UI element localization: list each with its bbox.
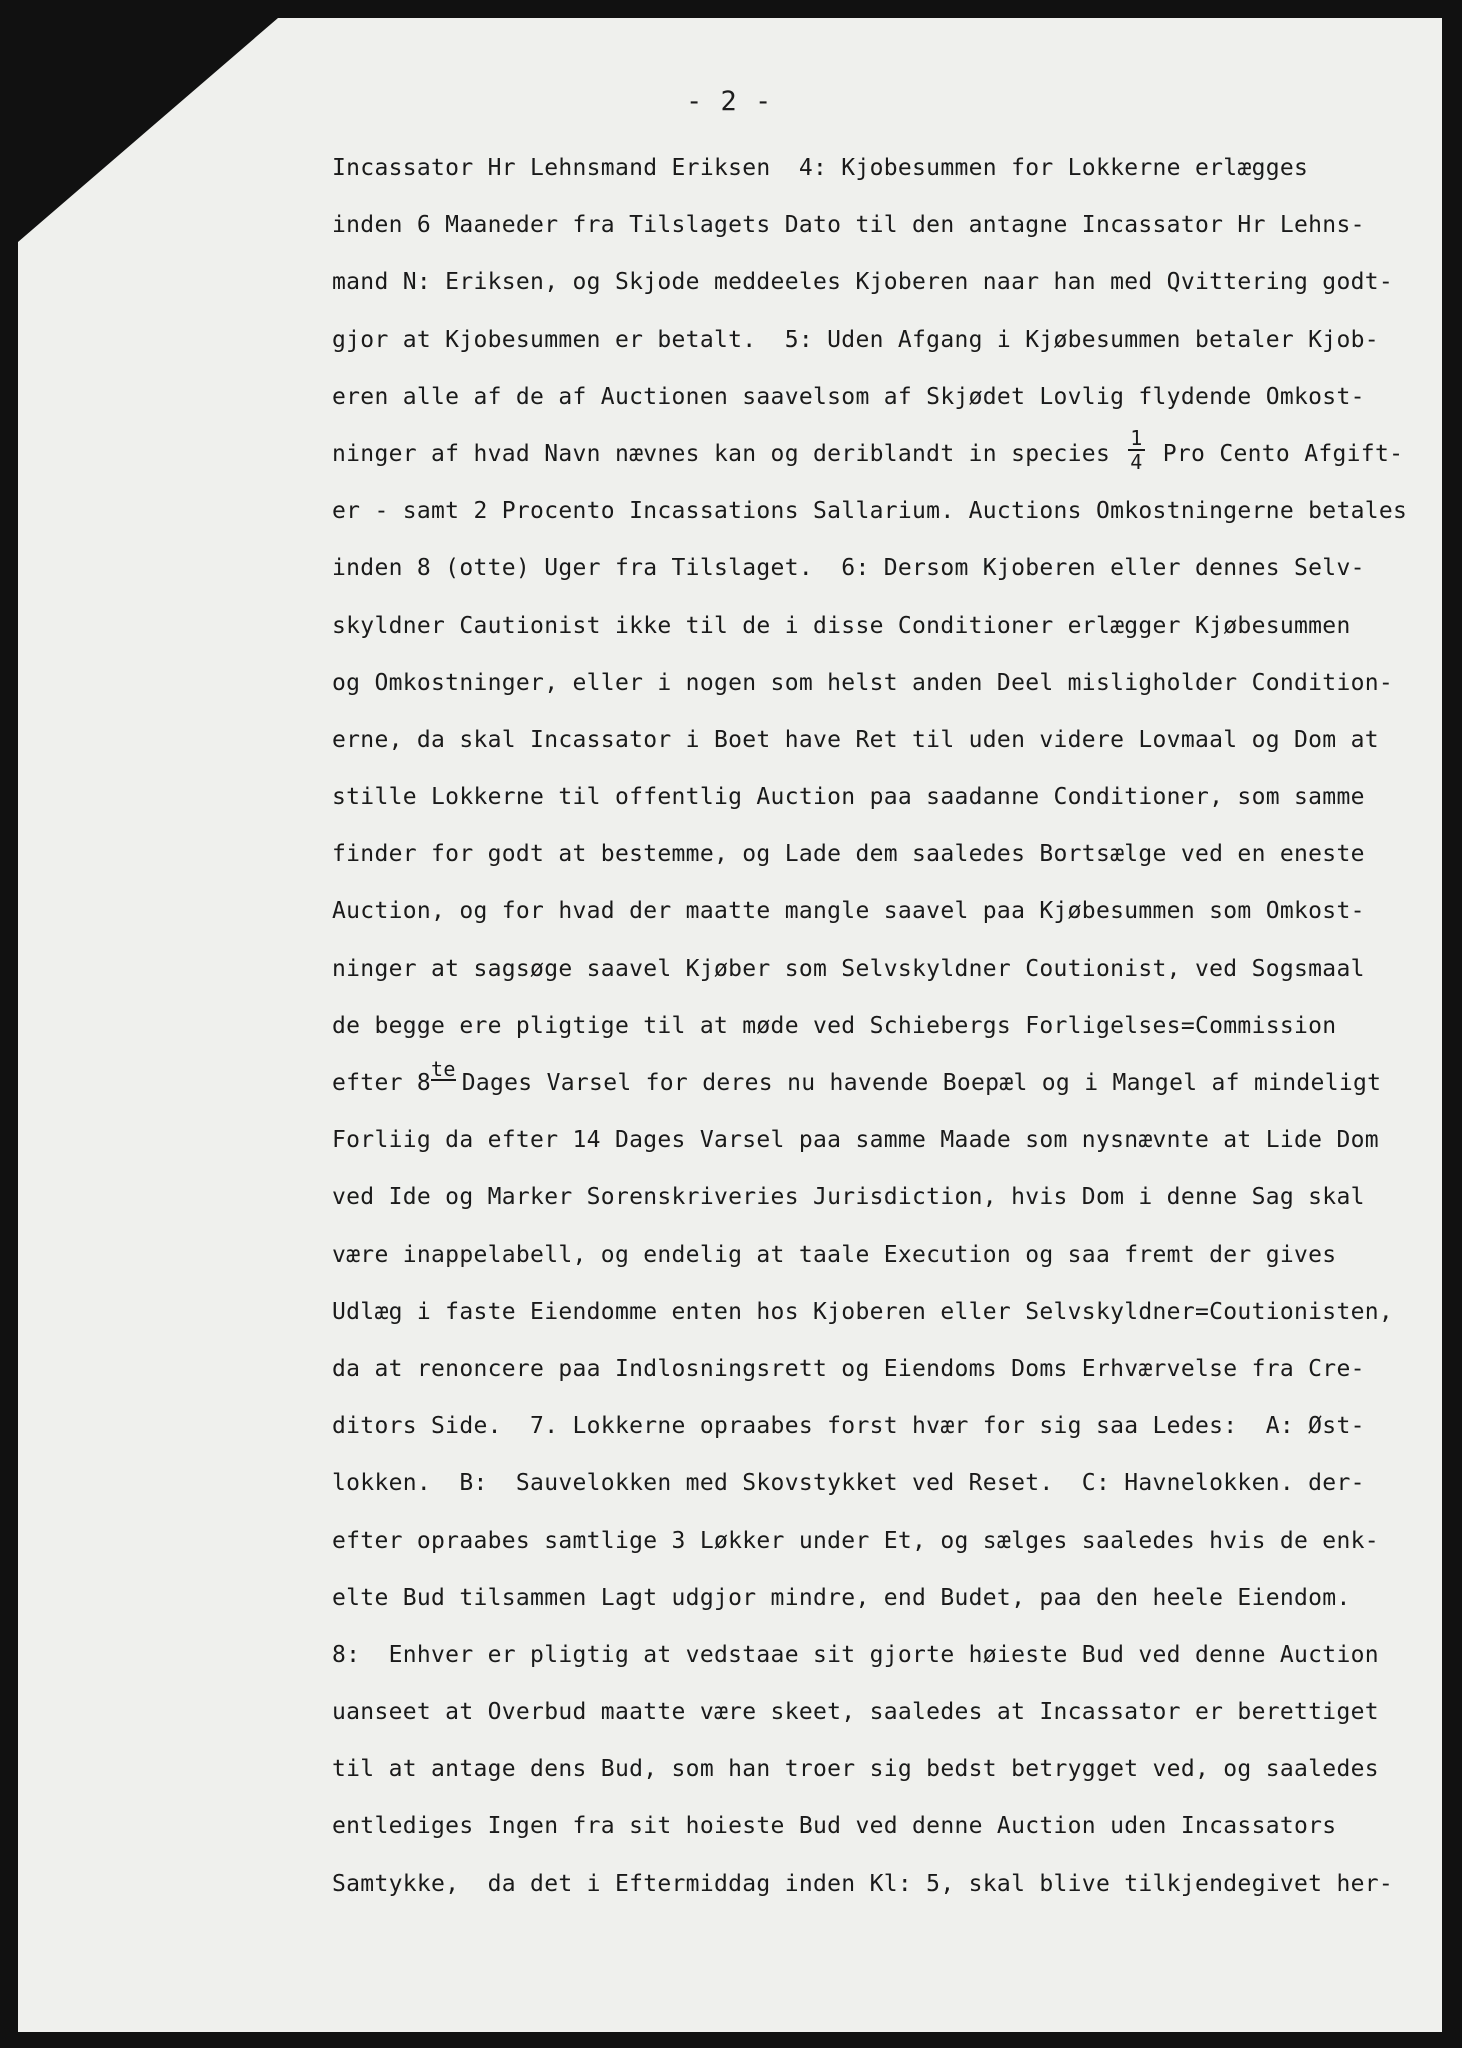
text-line: inden 6 Maaneder fra Tilslagets Dato til den antagne Incassator Hr Lehns- <box>332 212 1365 239</box>
text-line: inden 8 (otte) Uger fra Tilslaget. 6: Dersom Kjoberen eller dennes Selv- <box>332 555 1365 582</box>
text-line: er - samt 2 Procento Incassations Sallarium. Auctions Omkostningerne betales <box>332 498 1408 525</box>
text-line: Udlæg i faste Eiendomme enten hos Kjoberen eller Selvskyldner=Coutionisten, <box>332 1298 1394 1325</box>
text-line: stille Lokkerne til offentlig Auction paa saadanne Conditioner, som samme <box>332 784 1365 811</box>
text-line: elte Bud tilsammen Lagt udgjor mindre, end Budet, paa den heele Eiendom. <box>332 1584 1351 1611</box>
text-segment: efter 8 <box>332 1070 432 1096</box>
fraction-numerator: 1 <box>1130 426 1143 451</box>
text-line-with-superscript <box>332 1055 1432 1112</box>
text-line: da at renoncere paa Indlosningsrett og Eiendoms Doms Erhværvelse fra Cre- <box>332 1355 1365 1382</box>
text-line: Auction, og for hvad der maatte mangle saavel paa Kjøbesummen som Omkost- <box>332 898 1365 925</box>
text-line-with-fraction <box>332 426 1432 483</box>
text-line: til at antage dens Bud, som han troer sig bedst betrygget ved, og saaledes <box>332 1756 1379 1783</box>
fraction <box>1128 427 1144 473</box>
text-line: Forliig da efter 14 Dages Varsel paa samme Maade som nysnævnte at Lide Dom <box>332 1127 1379 1154</box>
text-line: efter opraabes samtlige 3 Løkker under Et, og sælges saaledes hvis de enk- <box>332 1527 1379 1554</box>
text-line: ved Ide og Marker Sorenskriveries Jurisdiction, hvis Dom i denne Sag skal <box>332 1184 1365 1211</box>
superscript: te <box>431 1057 456 1081</box>
text-line: ditors Side. 7. Lokkerne opraabes forst hvær for sig saa Ledes: A: Øst- <box>332 1413 1365 1440</box>
text-line: gjor at Kjobesummen er betalt. 5: Uden Afgang i Kjøbesummen betaler Kjob- <box>332 326 1379 353</box>
document-body <box>332 140 1432 1913</box>
text-line: Incassator Hr Lehnsmand Eriksen 4: Kjobesummen for Lokkerne erlægges <box>332 155 1309 181</box>
text-line: 8: Enhver er pligtig at vedstaae sit gjorte høieste Bud ved denne Auction <box>332 1641 1379 1668</box>
page-number: - 2 - <box>686 86 773 117</box>
text-line: og Omkostninger, eller i nogen som helst anden Deel misligholder Condition- <box>332 669 1394 696</box>
text-line: skyldner Cautionist ikke til de i disse Conditioner erlægger Kjøbesummen <box>332 612 1351 639</box>
text-line: ninger at sagsøge saavel Kjøber som Selvskyldner Coutionist, ved Sogsmaal <box>332 955 1365 982</box>
text-line: de begge ere pligtige til at møde ved Schiebergs Forligelses=Commission <box>332 1012 1337 1039</box>
text-line: finder for godt at bestemme, og Lade dem saaledes Bortsælge ved en eneste <box>332 841 1365 868</box>
fraction-denominator: 4 <box>1130 450 1143 475</box>
text-line: eren alle af de af Auctionen saavelsom af Skjødet Lovlig flydende Omkost- <box>332 383 1365 410</box>
text-segment: Pro Cento Afgift- <box>1148 440 1404 467</box>
text-line: Samtykke, da det i Eftermiddag inden Kl: 5, skal blive tilkjendegivet her- <box>332 1870 1394 1897</box>
text-segment: Dages Varsel for deres nu havende Boepæl og i Mangel af mindeligt <box>461 1070 1382 1096</box>
text-line: lokken. B: Sauvelokken med Skovstykket ved Reset. C: Havnelokken. der- <box>332 1470 1365 1497</box>
text-segment: ninger af hvad Navn nævnes kan og deriblandt in species <box>332 440 1125 467</box>
text-line: erne, da skal Incassator i Boet have Ret til uden videre Lovmaal og Dom at <box>332 726 1379 753</box>
text-line: mand N: Eriksen, og Skjode meddeeles Kjoberen naar han med Qvittering godt- <box>332 269 1394 296</box>
text-line: uanseet at Overbud maatte være skeet, saaledes at Incassator er berettiget <box>332 1699 1379 1726</box>
text-line: være inappelabell, og endelig at taale Execution og saa fremt der gives <box>332 1241 1337 1268</box>
text-line: entlediges Ingen fra sit hoieste Bud ved denne Auction uden Incassators <box>332 1813 1337 1840</box>
